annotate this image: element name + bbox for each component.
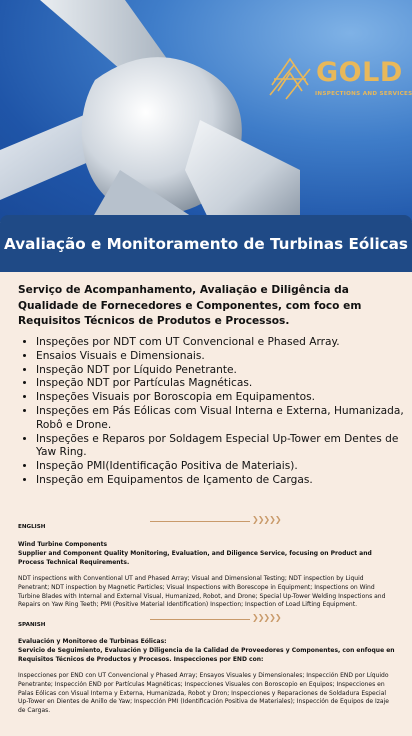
logo-tagline: INSPECTIONS AND SERVICES	[315, 91, 412, 97]
list-item: • Inspeções por NDT com UT Convencional e Phased Array.	[36, 336, 412, 350]
spanish-subtitle: Servicio de Seguimiento, Evaluación y Diligencia de la Calidad de Proveedores y Componentes, con enfoque en Requisitos Técnicos de Productos y Procesos. Inspecciones por END con:	[18, 646, 395, 663]
english-body: NDT inspections with Conventional UT and Phased Array; Visual and Dimensional Testing; NDT inspection by Liquid Penetrant; NDT inspection by Magnetic Particles; Visual Inspections with Borescope in Equipment; Inspections on Wind Turbine Blades with Internal and External Visual, Humanized, Robot, and Drone; Special Up-Tower Welding Inspections and Repairs on Yaw Ring Teeth; PMI (Positive Material Identification) Inspection; Inspection of Load Lifting Equipment.	[18, 575, 386, 609]
list-item: • Inspeção PMI(Identificação Positiva de Materiais).	[36, 460, 412, 474]
english-heading: ENGLISH	[18, 524, 46, 530]
wind-turbine-illustration	[0, 0, 412, 222]
spanish-title-block	[18, 638, 396, 664]
english-subtitle: Supplier and Component Quality Monitoring, Evaluation, and Diligence Service, focusing on Product and Process Technical Requirements.	[18, 549, 372, 566]
services-list	[22, 336, 412, 488]
chevrons-icon: ❯❯❯❯❯	[252, 613, 281, 622]
spanish-title: Evaluación y Monitoreo de Turbinas Eólicas:	[18, 638, 167, 645]
english-title: Wind Turbine Components	[18, 541, 108, 548]
english-title-block	[18, 541, 396, 567]
section-divider	[150, 521, 250, 522]
chevrons-icon: ❯❯❯❯❯	[252, 515, 281, 524]
section-divider	[150, 619, 250, 620]
logo-wordmark: GOLD	[316, 57, 403, 88]
list-item: • Inspeção NDT por Líquido Penetrante.	[36, 364, 412, 378]
list-item: • Inspeções Visuais por Boroscopia em Equipamentos.	[36, 391, 412, 405]
hero-turbine-image	[0, 0, 412, 222]
intro-paragraph: Serviço de Acompanhamento, Avaliação e Diligência da Qualidade de Fornecedores e Componentes, com foco em Requisitos Técnicos de Produtos e Processos.	[18, 284, 362, 328]
list-item: • Inspeção NDT por Partículas Magnéticas.	[36, 377, 412, 391]
spanish-body: Inspecciones por END con UT Convencional y Phased Array; Ensayos Visuales y Dimensionales; Inspección END por Líquido Penetrante; Inspección END por Partículas Magnéticas; Inspecciones Visuales con Boroscopio en Equipos; Inspecciones en Palas Eólicas con Visual Interna y Externa, Humanizada, Robot y Dron; Inspecciones y Reparaciones de Soldadura Especial Up-Tower en Dientes de Anillo de Yaw; Inspección PMI (Identificación Positiva de Materiales); Inspección de Equipos de Izaje de Cargas.	[18, 672, 389, 715]
list-item: • Inspeções e Reparos por Soldagem Especial Up-Tower em Dentes de Yaw Ring.	[36, 433, 412, 461]
spanish-heading: SPANISH	[18, 622, 46, 628]
title-banner	[0, 215, 412, 272]
logo-emblem-icon	[268, 55, 312, 101]
page-title: Avaliação e Monitoramento de Turbinas Eólicas	[4, 234, 408, 253]
list-item: • Inspeções em Pás Eólicas com Visual Interna e Externa, Humanizada, Robô e Drone.	[36, 405, 412, 433]
company-logo	[268, 55, 412, 105]
list-item: • Inspeção em Equipamentos de Içamento de Cargas.	[36, 474, 412, 488]
list-item: • Ensaios Visuais e Dimensionais.	[36, 350, 412, 364]
